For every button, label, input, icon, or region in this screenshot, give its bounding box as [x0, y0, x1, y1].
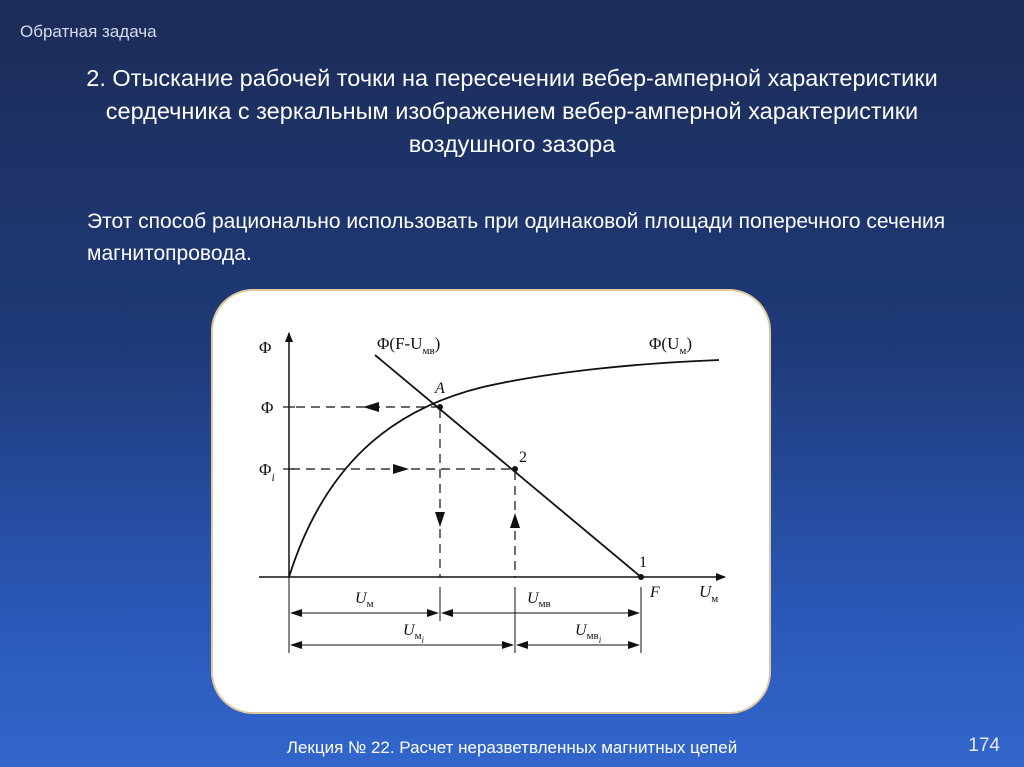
- section-title: Обратная задача: [20, 22, 157, 41]
- dimension-umi-label: $U_{мi}$: [403, 622, 425, 645]
- arrow-up-icon: [510, 513, 520, 528]
- dimension-um-arrow-left: [290, 609, 302, 617]
- line-label: $\Phi(F-U_{мв})$: [377, 334, 441, 357]
- tick-label-phi: Φ: [261, 398, 274, 417]
- footer-lecture-title: Лекция № 22. Расчет неразветвленных магнитных цепей: [286, 738, 738, 757]
- dimension-umvi-label: $U_{мвi}$: [575, 622, 602, 645]
- curve-label: $\Phi(U_м)$: [649, 334, 693, 357]
- air-gap-characteristic-line: [375, 355, 641, 577]
- arrow-left-icon: [363, 402, 379, 412]
- dimension-umvi-arrow-right: [628, 641, 640, 649]
- point-1-marker: [638, 574, 644, 580]
- arrow-down-icon: [435, 512, 445, 527]
- point-a-label: A: [435, 380, 445, 397]
- point-f-label: F: [650, 584, 660, 601]
- arrow-right-icon: [393, 464, 409, 474]
- dimension-umv-arrow-right: [628, 609, 640, 617]
- body-paragraph: Этот способ рационально использовать при одинаковой площади поперечного сечения магнитопровода.: [87, 210, 946, 265]
- dimension-umvi-arrow-left: [516, 641, 528, 649]
- slide-heading: 2. Отыскание рабочей точки на пересечении вебер-амперной характеристики сердечника с зеркальным изображением вебер-амперной характеристики воздушного зазора: [86, 65, 938, 157]
- dimension-um-label: $U_м$: [355, 590, 374, 610]
- point-a-marker: [437, 404, 443, 410]
- tick-label-phi-i: $\Phi_i$: [259, 460, 275, 484]
- x-axis-label: $U_м$: [699, 582, 719, 605]
- point-1-label: 1: [639, 554, 647, 571]
- dimension-umi-arrow-right: [502, 641, 514, 649]
- weber-ampere-diagram: [213, 291, 771, 714]
- page-number: 174: [968, 735, 1000, 756]
- dimension-umv-arrow-left: [441, 609, 453, 617]
- dimension-umi-arrow-left: [290, 641, 302, 649]
- point-2-marker: [512, 466, 518, 472]
- figure-panel: [211, 289, 771, 714]
- dimension-um-arrow-right: [427, 609, 439, 617]
- point-2-label: 2: [519, 449, 527, 466]
- dimension-umv-label: $U_{мв}$: [527, 590, 551, 610]
- y-axis-label: Φ: [259, 338, 272, 357]
